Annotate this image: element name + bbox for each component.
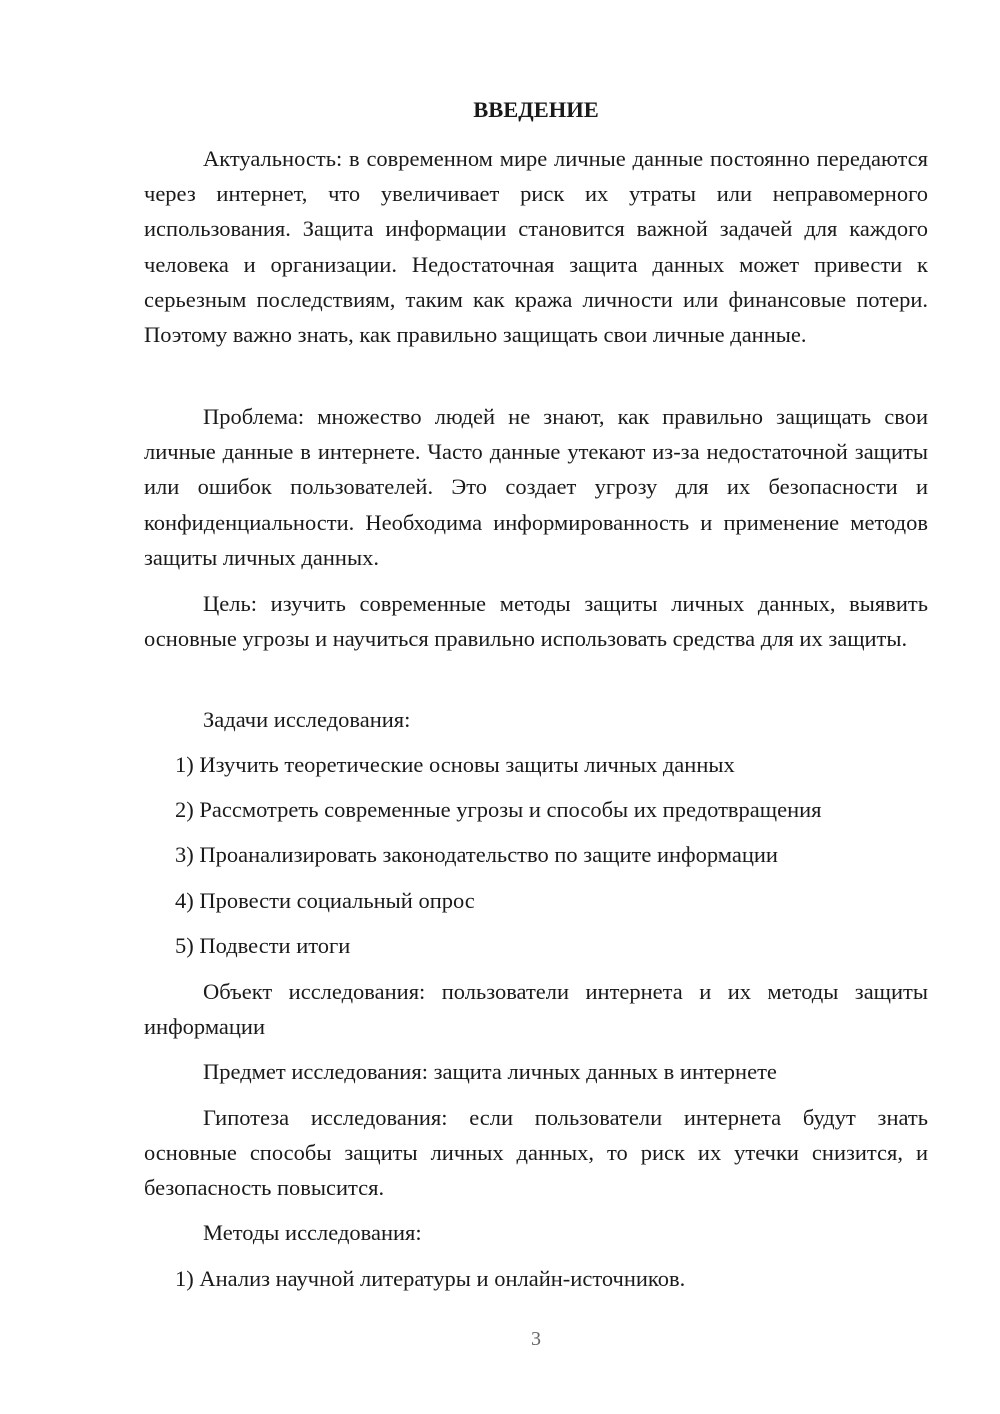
task-item-label: 1) Изучить теоретические основы защиты личных данных <box>175 752 735 777</box>
task-item <box>144 837 928 872</box>
subject-section <box>144 1054 928 1089</box>
hypothesis-paragraph: Гипотеза исследования: если пользователи интернета будут знать основные способы защиты личных данных, то риск их утечки снизится, и безопасность повысится. <box>144 1105 928 1201</box>
problem-paragraph: Проблема: множество людей не знают, как правильно защищать свои личные данные в интернете. Часто данные утекают из-за недостаточной защиты или ошибок пользователей. Это создает угрозу для их безопасности и конфиденциальности. Необходима информированность и применение методов защиты личных данных. <box>144 404 928 570</box>
relevance-paragraph: Актуальность: в современном мире личные данные постоянно передаются через интернет, что увеличивает риск их утраты или неправомерного использования. Защита информации становится важной задачей для каждого человека и организации. Недостаточная защита данных может привести к серьезным последствиям, таким как кража личности или финансовые потери. Поэтому важно знать, как правильно защищать свои личные данные. <box>144 146 928 348</box>
tasks-section <box>144 702 928 737</box>
problem-section <box>144 399 928 575</box>
task-item-label: 3) Проанализировать законодательство по защите информации <box>175 842 778 867</box>
task-item-label: 2) Рассмотреть современные угрозы и способы их предотвращения <box>175 797 822 822</box>
methods-heading: Методы исследования: <box>203 1220 422 1245</box>
object-paragraph: Объект исследования: пользователи интернета и их методы защиты информации <box>144 979 928 1040</box>
method-item-label: 1) Анализ научной литературы и онлайн-источников. <box>175 1266 686 1291</box>
object-section <box>144 974 928 1044</box>
task-item-label: 4) Провести социальный опрос <box>175 888 475 913</box>
task-item-label: 5) Подвести итоги <box>175 933 351 958</box>
methods-section <box>144 1215 928 1250</box>
method-item <box>144 1261 928 1296</box>
task-item <box>144 883 928 918</box>
task-item <box>144 747 928 782</box>
task-item <box>144 792 928 827</box>
page-number: 3 <box>531 1328 541 1350</box>
page-title: ВВЕДЕНИЕ <box>473 97 599 122</box>
tasks-heading: Задачи исследования: <box>203 707 411 732</box>
subject-paragraph: Предмет исследования: защита личных данных в интернете <box>203 1059 777 1084</box>
task-item <box>144 928 928 963</box>
relevance-section <box>144 141 928 352</box>
hypothesis-section <box>144 1100 928 1206</box>
goal-paragraph: Цель: изучить современные методы защиты личных данных, выявить основные угрозы и научиться правильно использовать средства для их защиты. <box>144 591 928 652</box>
goal-section <box>144 586 928 656</box>
